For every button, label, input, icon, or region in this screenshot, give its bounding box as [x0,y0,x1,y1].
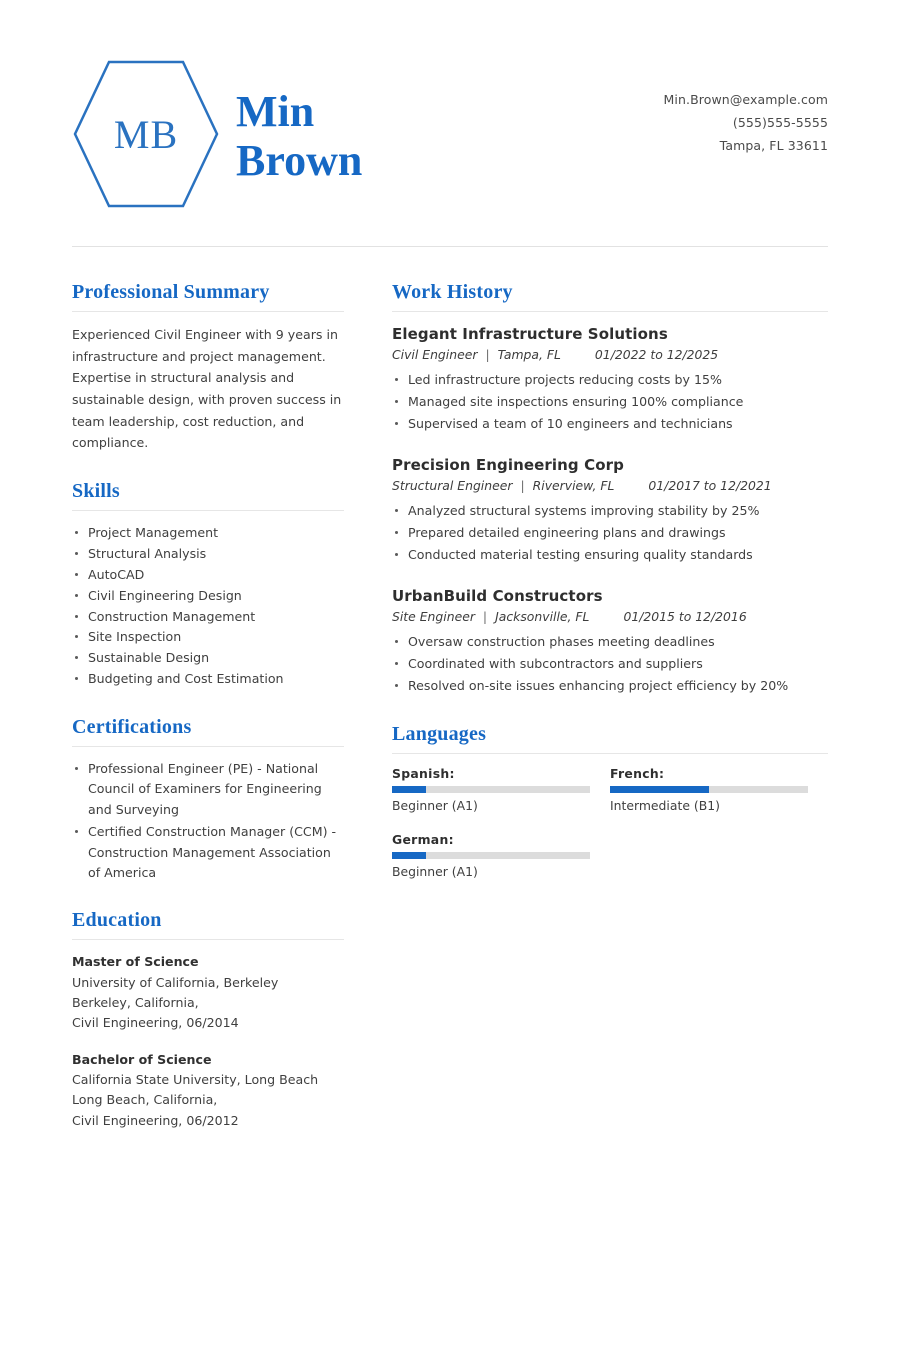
list-item: Coordinated with subcontractors and suppliers [392,654,828,675]
job-dates: 01/2022 to 12/2025 [594,346,719,362]
language-level: Beginner (A1) [392,863,478,879]
education-entry [72,952,344,1033]
list-item: Civil Engineering Design [72,586,344,607]
language-level: Intermediate (B1) [610,798,720,814]
work-history-entry [392,586,828,697]
section-title-education: Education [72,909,162,932]
education-school: University of California, Berkeley [72,974,279,990]
left-column [72,281,344,1157]
language-proficiency-bar [392,786,590,793]
list-item: Resolved on-site issues enhancing project efficiency by 20% [392,676,828,697]
list-item: Conducted material testing ensuring quality standards [392,545,828,566]
language-proficiency-bar [610,786,808,793]
job-company: UrbanBuild Constructors [392,587,603,606]
contact-email[interactable]: Min.Brown@example.com [663,92,828,107]
list-item: Prepared detailed engineering plans and drawings [392,523,828,544]
job-meta [392,477,828,496]
section-certifications [72,716,344,883]
section-title-professional-summary: Professional Summary [72,281,270,303]
list-item: Certified Construction Manager (CCM) - Construction Management Association of America [72,822,344,883]
section-title-work-history: Work History [392,281,513,303]
section-divider [72,510,344,511]
right-column [392,281,828,1157]
list-item: Managed site inspections ensuring 100% compliance [392,392,828,413]
job-role: Civil Engineer [392,346,478,362]
job-role: Site Engineer [392,608,475,624]
column-gap [344,281,392,1157]
work-history-entry [392,455,828,566]
monogram-initials: MB [113,111,179,157]
list-item: Construction Management [72,607,344,628]
list-item: Structural Analysis [72,544,344,565]
job-bullets [392,501,828,566]
header-divider [72,246,828,247]
first-name: Min [236,86,315,136]
job-company: Elegant Infrastructure Solutions [392,325,668,343]
page-title [236,83,362,186]
job-bullets [392,370,828,435]
section-title-certifications: Certifications [72,716,192,739]
job-bullets [392,632,828,697]
education-location: Long Beach, California, [72,1092,218,1108]
list-item: Site Inspection [72,627,344,648]
resume-header [72,0,828,214]
job-role: Structural Engineer [392,477,513,493]
education-entry [72,1050,344,1131]
job-meta-separator: | [520,477,525,493]
section-education [72,909,344,1131]
list-item: Project Management [72,523,344,544]
section-title-languages: Languages [392,723,487,746]
section-divider [392,753,828,754]
section-divider [72,746,344,747]
section-professional-summary [72,281,344,454]
resume-body [72,281,828,1157]
language-proficiency-bar [392,852,590,859]
contact-location: Tampa, FL 33611 [719,138,828,154]
contact-phone[interactable]: (555)555-5555 [732,115,828,131]
education-degree: Master of Science [72,954,199,970]
work-history-entry [392,324,828,435]
list-item: Analyzed structural systems improving stability by 25% [392,501,828,522]
contact-info [664,54,828,157]
section-divider [72,939,344,940]
language-proficiency-fill [392,786,426,793]
job-dates: 01/2015 to 12/2016 [623,608,747,624]
job-meta [392,608,828,627]
language-level: Beginner (A1) [392,798,478,814]
section-skills [72,480,344,690]
identity-block [72,54,362,214]
section-languages [392,723,828,897]
job-location: Riverview, FL [532,477,615,493]
list-item: Supervised a team of 10 engineers and technicians [392,414,828,435]
language-item [610,766,828,816]
section-title-skills: Skills [72,479,120,502]
list-item: Budgeting and Cost Estimation [72,669,344,690]
job-meta-separator: | [485,346,490,362]
section-work-history [392,281,828,697]
section-divider [392,311,828,312]
job-dates: 01/2017 to 12/2021 [648,477,772,493]
education-field-date: Civil Engineering, 06/2012 [72,1112,239,1128]
job-meta-separator: | [482,608,488,624]
list-item: AutoCAD [72,565,344,586]
job-location: Tampa, FL [497,346,561,362]
language-name: Spanish: [392,766,455,782]
education-degree: Bachelor of Science [72,1051,212,1067]
language-proficiency-fill [392,852,426,859]
skills-list [72,523,344,690]
job-company: Precision Engineering Corp [392,456,624,475]
list-item: Oversaw construction phases meeting deadlines [392,632,828,653]
language-name: German: [392,831,454,847]
list-item: Led infrastructure projects reducing costs by 15% [392,370,828,391]
list-item: Sustainable Design [72,648,344,669]
language-item [392,766,610,816]
hexagon-monogram-icon [72,54,220,214]
certifications-list [72,759,344,883]
job-location: Jacksonville, FL [495,608,590,624]
list-item: Professional Engineer (PE) - National Council of Examiners for Engineering and Surveying [72,759,344,820]
education-school: California State University, Long Beach [72,1071,319,1087]
last-name: Brown [236,136,363,185]
language-name: French: [610,766,665,782]
language-proficiency-fill [610,786,709,793]
languages-grid [392,766,828,897]
education-location: Berkeley, California, [72,994,199,1010]
professional-summary-text: Experienced Civil Engineer with 9 years in infrastructure and project management. Expertise in structural analysis and sustainable design, with proven success in team leadership, cost reduction, and compliance. [72,327,342,451]
language-item [392,832,610,882]
section-divider [72,311,344,312]
job-meta [392,346,828,365]
education-field-date: Civil Engineering, 06/2014 [72,1015,239,1031]
